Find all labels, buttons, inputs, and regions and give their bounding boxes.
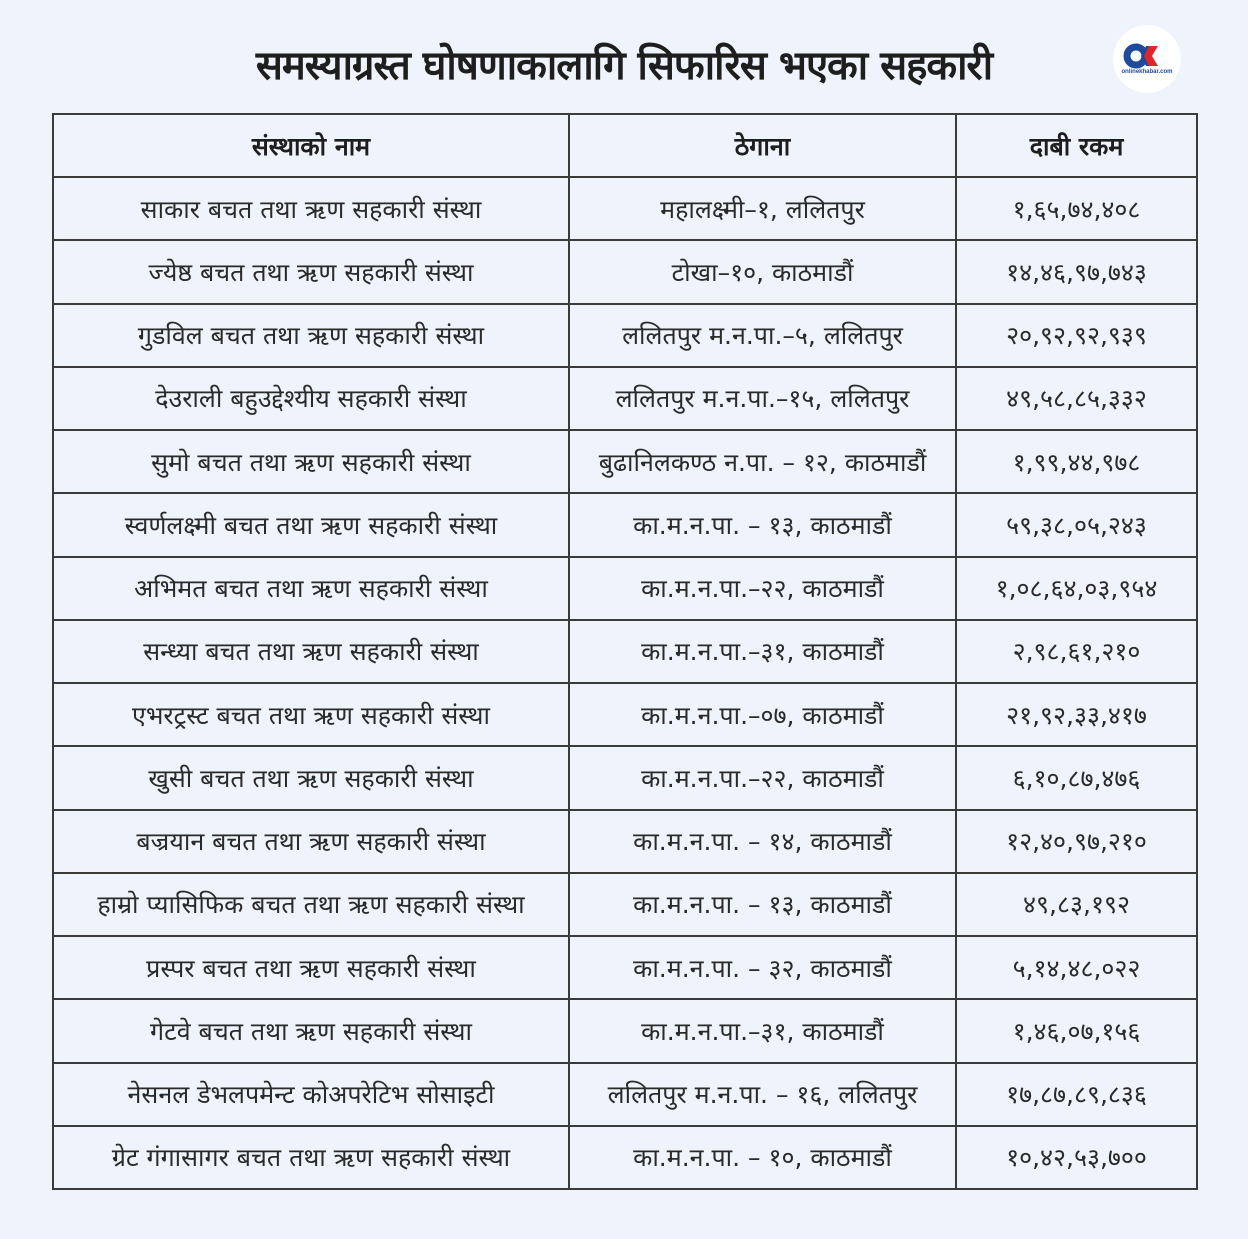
- table-row: [53, 620, 1197, 683]
- cell-amount: २०,९२,९२,९३९: [956, 304, 1197, 367]
- table-row: [53, 683, 1197, 746]
- table-row: [53, 746, 1197, 809]
- table-row: [53, 810, 1197, 873]
- header-address: ठेगाना: [569, 114, 956, 177]
- cell-address: महालक्ष्मी–१, ललितपुर: [569, 177, 956, 240]
- cell-name: अभिमत बचत तथा ऋण सहकारी संस्था: [53, 557, 569, 620]
- cell-amount: १०,४२,५३,७००: [956, 1126, 1197, 1189]
- cell-name: सन्ध्या बचत तथा ऋण सहकारी संस्था: [53, 620, 569, 683]
- cell-address: का.म.न.पा.–२२, काठमाडौं: [569, 557, 956, 620]
- table-row: [53, 304, 1197, 367]
- cell-name: ग्रेट गंगासागर बचत तथा ऋण सहकारी संस्था: [53, 1126, 569, 1189]
- cell-name: सुमो बचत तथा ऋण सहकारी संस्था: [53, 430, 569, 493]
- cell-name: स्वर्णलक्ष्मी बचत तथा ऋण सहकारी संस्था: [53, 493, 569, 556]
- cell-name: एभरट्रस्ट बचत तथा ऋण सहकारी संस्था: [53, 683, 569, 746]
- cell-name: बज्रयान बचत तथा ऋण सहकारी संस्था: [53, 810, 569, 873]
- logo-text: onlinekhabar.com: [1121, 69, 1173, 75]
- table-row: [53, 936, 1197, 999]
- table-row: [53, 177, 1197, 240]
- cell-name: हाम्रो प्यासिफिक बचत तथा ऋण सहकारी संस्था: [53, 873, 569, 936]
- table-row: [53, 1126, 1197, 1189]
- cell-amount: १,४६,०७,१५६: [956, 999, 1197, 1062]
- cell-address: बुढानिलकण्ठ न.पा. – १२, काठमाडौं: [569, 430, 956, 493]
- table-row: [53, 430, 1197, 493]
- header-name: संस्थाको नाम: [53, 114, 569, 177]
- cell-name: गेटवे बचत तथा ऋण सहकारी संस्था: [53, 999, 569, 1062]
- cell-amount: ६,१०,८७,४७६: [956, 746, 1197, 809]
- cell-address: का.म.न.पा.–०७, काठमाडौं: [569, 683, 956, 746]
- cell-amount: २१,९२,३३,४१७: [956, 683, 1197, 746]
- cell-address: का.म.न.पा.–२२, काठमाडौं: [569, 746, 956, 809]
- cell-address: टोखा–१०, काठमाडौं: [569, 240, 956, 303]
- cell-address: का.म.न.पा. – १३, काठमाडौं: [569, 493, 956, 556]
- cell-address: का.म.न.पा. – १४, काठमाडौं: [569, 810, 956, 873]
- page-title: समस्याग्रस्त घोषणाकालागि सिफारिस भएका सहकारी: [255, 43, 993, 89]
- cell-address: ललितपुर म.न.पा.–१५, ललितपुर: [569, 367, 956, 430]
- cell-amount: ५९,३८,०५,२४३: [956, 493, 1197, 556]
- table-row: [53, 557, 1197, 620]
- table-row: [53, 873, 1197, 936]
- table-row: [53, 493, 1197, 556]
- cell-address: ललितपुर म.न.पा.–५, ललितपुर: [569, 304, 956, 367]
- table-row: [53, 240, 1197, 303]
- table-row: [53, 1063, 1197, 1126]
- cell-amount: १२,४०,९७,२१०: [956, 810, 1197, 873]
- cell-amount: १,०८,६४,०३,९५४: [956, 557, 1197, 620]
- cell-name: गुडविल बचत तथा ऋण सहकारी संस्था: [53, 304, 569, 367]
- table-row: [53, 999, 1197, 1062]
- header-amount: दाबी रकम: [956, 114, 1197, 177]
- cell-amount: १,६५,७४,४०८: [956, 177, 1197, 240]
- cell-address: का.म.न.पा. – १३, काठमाडौं: [569, 873, 956, 936]
- cell-amount: ५,१४,४८,०२२: [956, 936, 1197, 999]
- cell-amount: १,९९,४४,९७८: [956, 430, 1197, 493]
- cell-amount: १७,८७,८९,८३६: [956, 1063, 1197, 1126]
- onlinekhabar-logo-icon: [1113, 25, 1181, 93]
- cell-address: का.म.न.पा.–३१, काठमाडौं: [569, 620, 956, 683]
- cell-name: साकार बचत तथा ऋण सहकारी संस्था: [53, 177, 569, 240]
- cell-name: देउराली बहुउद्देश्यीय सहकारी संस्था: [53, 367, 569, 430]
- cell-address: का.म.न.पा.–३१, काठमाडौं: [569, 999, 956, 1062]
- cell-name: ज्येष्ठ बचत तथा ऋण सहकारी संस्था: [53, 240, 569, 303]
- cell-name: प्रस्पर बचत तथा ऋण सहकारी संस्था: [53, 936, 569, 999]
- cell-name: नेसनल डेभलपमेन्ट कोअपरेटिभ सोसाइटी: [53, 1063, 569, 1126]
- cell-amount: ४९,८३,१९२: [956, 873, 1197, 936]
- cell-address: ललितपुर म.न.पा. – १६, ललितपुर: [569, 1063, 956, 1126]
- cooperatives-table: [52, 113, 1198, 1190]
- cell-amount: ४९,५८,८५,३३२: [956, 367, 1197, 430]
- cell-address: का.म.न.पा. – १०, काठमाडौं: [569, 1126, 956, 1189]
- onlinekhabar-logo: [1113, 25, 1181, 93]
- cell-address: का.म.न.पा. – ३२, काठमाडौं: [569, 936, 956, 999]
- table-row: [53, 367, 1197, 430]
- table-header-row: [53, 114, 1197, 177]
- cell-name: खुसी बचत तथा ऋण सहकारी संस्था: [53, 746, 569, 809]
- cell-amount: २,९८,६१,२१०: [956, 620, 1197, 683]
- cell-amount: १४,४६,९७,७४३: [956, 240, 1197, 303]
